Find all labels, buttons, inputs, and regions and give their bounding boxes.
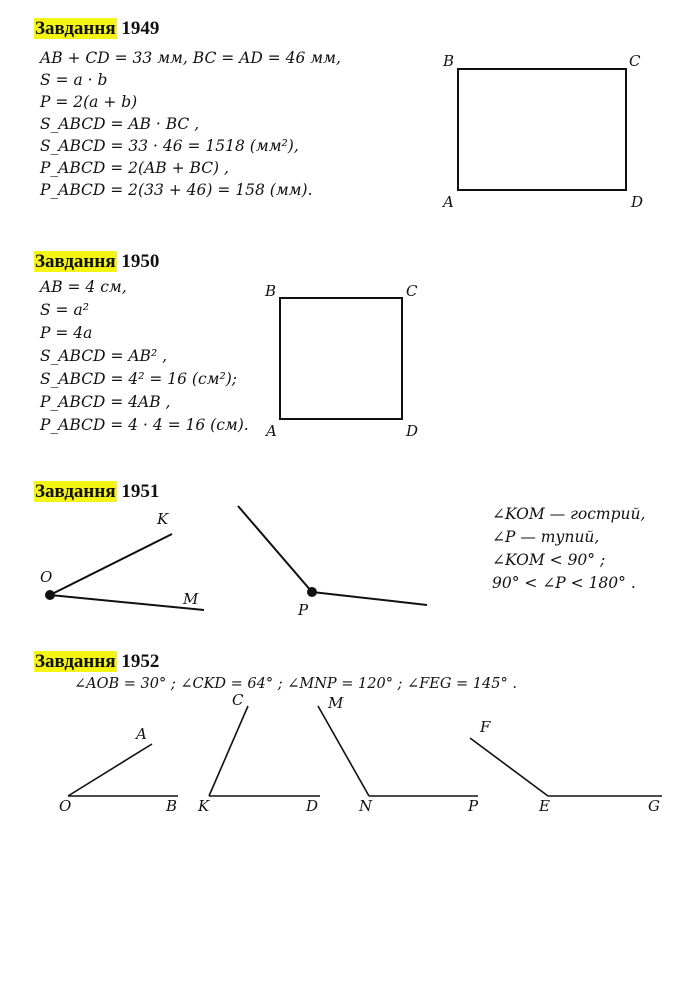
ray-oa <box>68 744 152 796</box>
task-number: 1952 <box>121 651 160 672</box>
vertex-label: F <box>480 718 491 736</box>
task-title-prefix: Завдання <box>35 481 116 502</box>
ray-ef <box>470 738 548 796</box>
task-number: 1950 <box>121 251 160 272</box>
solution-line: P_ABCD = 2(33 + 46) = 158 (мм). <box>40 181 313 199</box>
vertex-label: G <box>648 797 660 815</box>
vertex-label: C <box>629 52 641 70</box>
vertex-label: E <box>539 797 550 815</box>
solution-line: S_ABCD = AB · BC , <box>40 115 200 133</box>
vertex-label: A <box>266 422 277 440</box>
vertex-label: C <box>406 282 418 300</box>
solution-line: S_ABCD = 33 · 46 = 1518 (мм²), <box>40 137 299 155</box>
solution-line: P_ABCD = 4 · 4 = 16 (см). <box>40 416 249 434</box>
vertex-label: P <box>468 797 479 815</box>
vertex-label: N <box>359 797 373 815</box>
angle-mnp-figure <box>318 694 479 815</box>
solution-line: AB + CD = 33 мм, BC = AD = 46 мм, <box>40 49 341 67</box>
solution-line: P = 2(a + b) <box>40 93 138 111</box>
vertex-label: M <box>183 590 199 608</box>
solution-line: AB = 4 см, <box>40 278 127 296</box>
vertex-label: B <box>166 797 178 815</box>
rectangle-abcd <box>458 69 626 190</box>
vertex-label: A <box>443 193 454 211</box>
solution-line: S = a² <box>40 301 89 319</box>
note-line: ∠KOM — гострий, <box>492 505 646 523</box>
vertex-label: D <box>631 193 644 211</box>
note-line: 90° < ∠P < 180° . <box>492 574 636 592</box>
task-title-prefix: Завдання <box>35 18 116 39</box>
vertex-label: P <box>298 601 309 619</box>
vertex-point <box>307 587 317 597</box>
angle-p-figure <box>238 506 427 619</box>
task-number: 1951 <box>121 481 160 502</box>
vertex-label: K <box>157 510 169 528</box>
vertex-label: B <box>265 282 277 300</box>
ray-kc <box>209 706 248 796</box>
task-1952-formula: ∠AOB = 30° ; ∠CKD = 64° ; ∠MNP = 120° ; ∠FEG = 145° . <box>74 676 517 692</box>
vertex-label: D <box>406 422 419 440</box>
angle-ckd-figure <box>197 691 320 815</box>
vertex-label: A <box>136 725 147 743</box>
solution-line: P_ABCD = 4AB , <box>40 393 171 411</box>
vertex-label: C <box>232 691 244 709</box>
task-number: 1949 <box>121 18 160 39</box>
angle-kom-figure <box>40 510 204 610</box>
ray-p-right <box>312 592 427 605</box>
vertex-label: M <box>328 694 344 712</box>
ray-p-upper <box>238 506 312 592</box>
vertex-label: O <box>40 568 53 586</box>
angle-feg-figure <box>470 718 662 815</box>
angle-aob-figure <box>59 725 178 815</box>
vertex-label: B <box>443 52 455 70</box>
square-figure <box>264 282 418 440</box>
ray-nm <box>318 706 369 796</box>
ray-ok <box>50 534 172 595</box>
vertex-label: D <box>306 797 319 815</box>
task-title-prefix: Завдання <box>35 651 116 672</box>
solution-line: S_ABCD = 4² = 16 (см²); <box>40 370 237 388</box>
note-line: ∠KOM < 90° ; <box>492 551 606 569</box>
solution-line: S = a · b <box>40 71 108 89</box>
note-line: ∠P — тупий, <box>492 528 600 546</box>
vertex-label: O <box>59 797 72 815</box>
solution-line: P_ABCD = 2(AB + BC) , <box>40 159 229 177</box>
solution-line: P = 4a <box>40 324 93 342</box>
vertex-label: K <box>198 797 210 815</box>
rectangle-figure <box>441 52 643 211</box>
solution-line: S_ABCD = AB² , <box>40 347 168 365</box>
task-title-prefix: Завдання <box>35 251 116 272</box>
vertex-point <box>45 590 55 600</box>
ray-om <box>50 595 204 610</box>
square-abcd <box>280 298 402 419</box>
